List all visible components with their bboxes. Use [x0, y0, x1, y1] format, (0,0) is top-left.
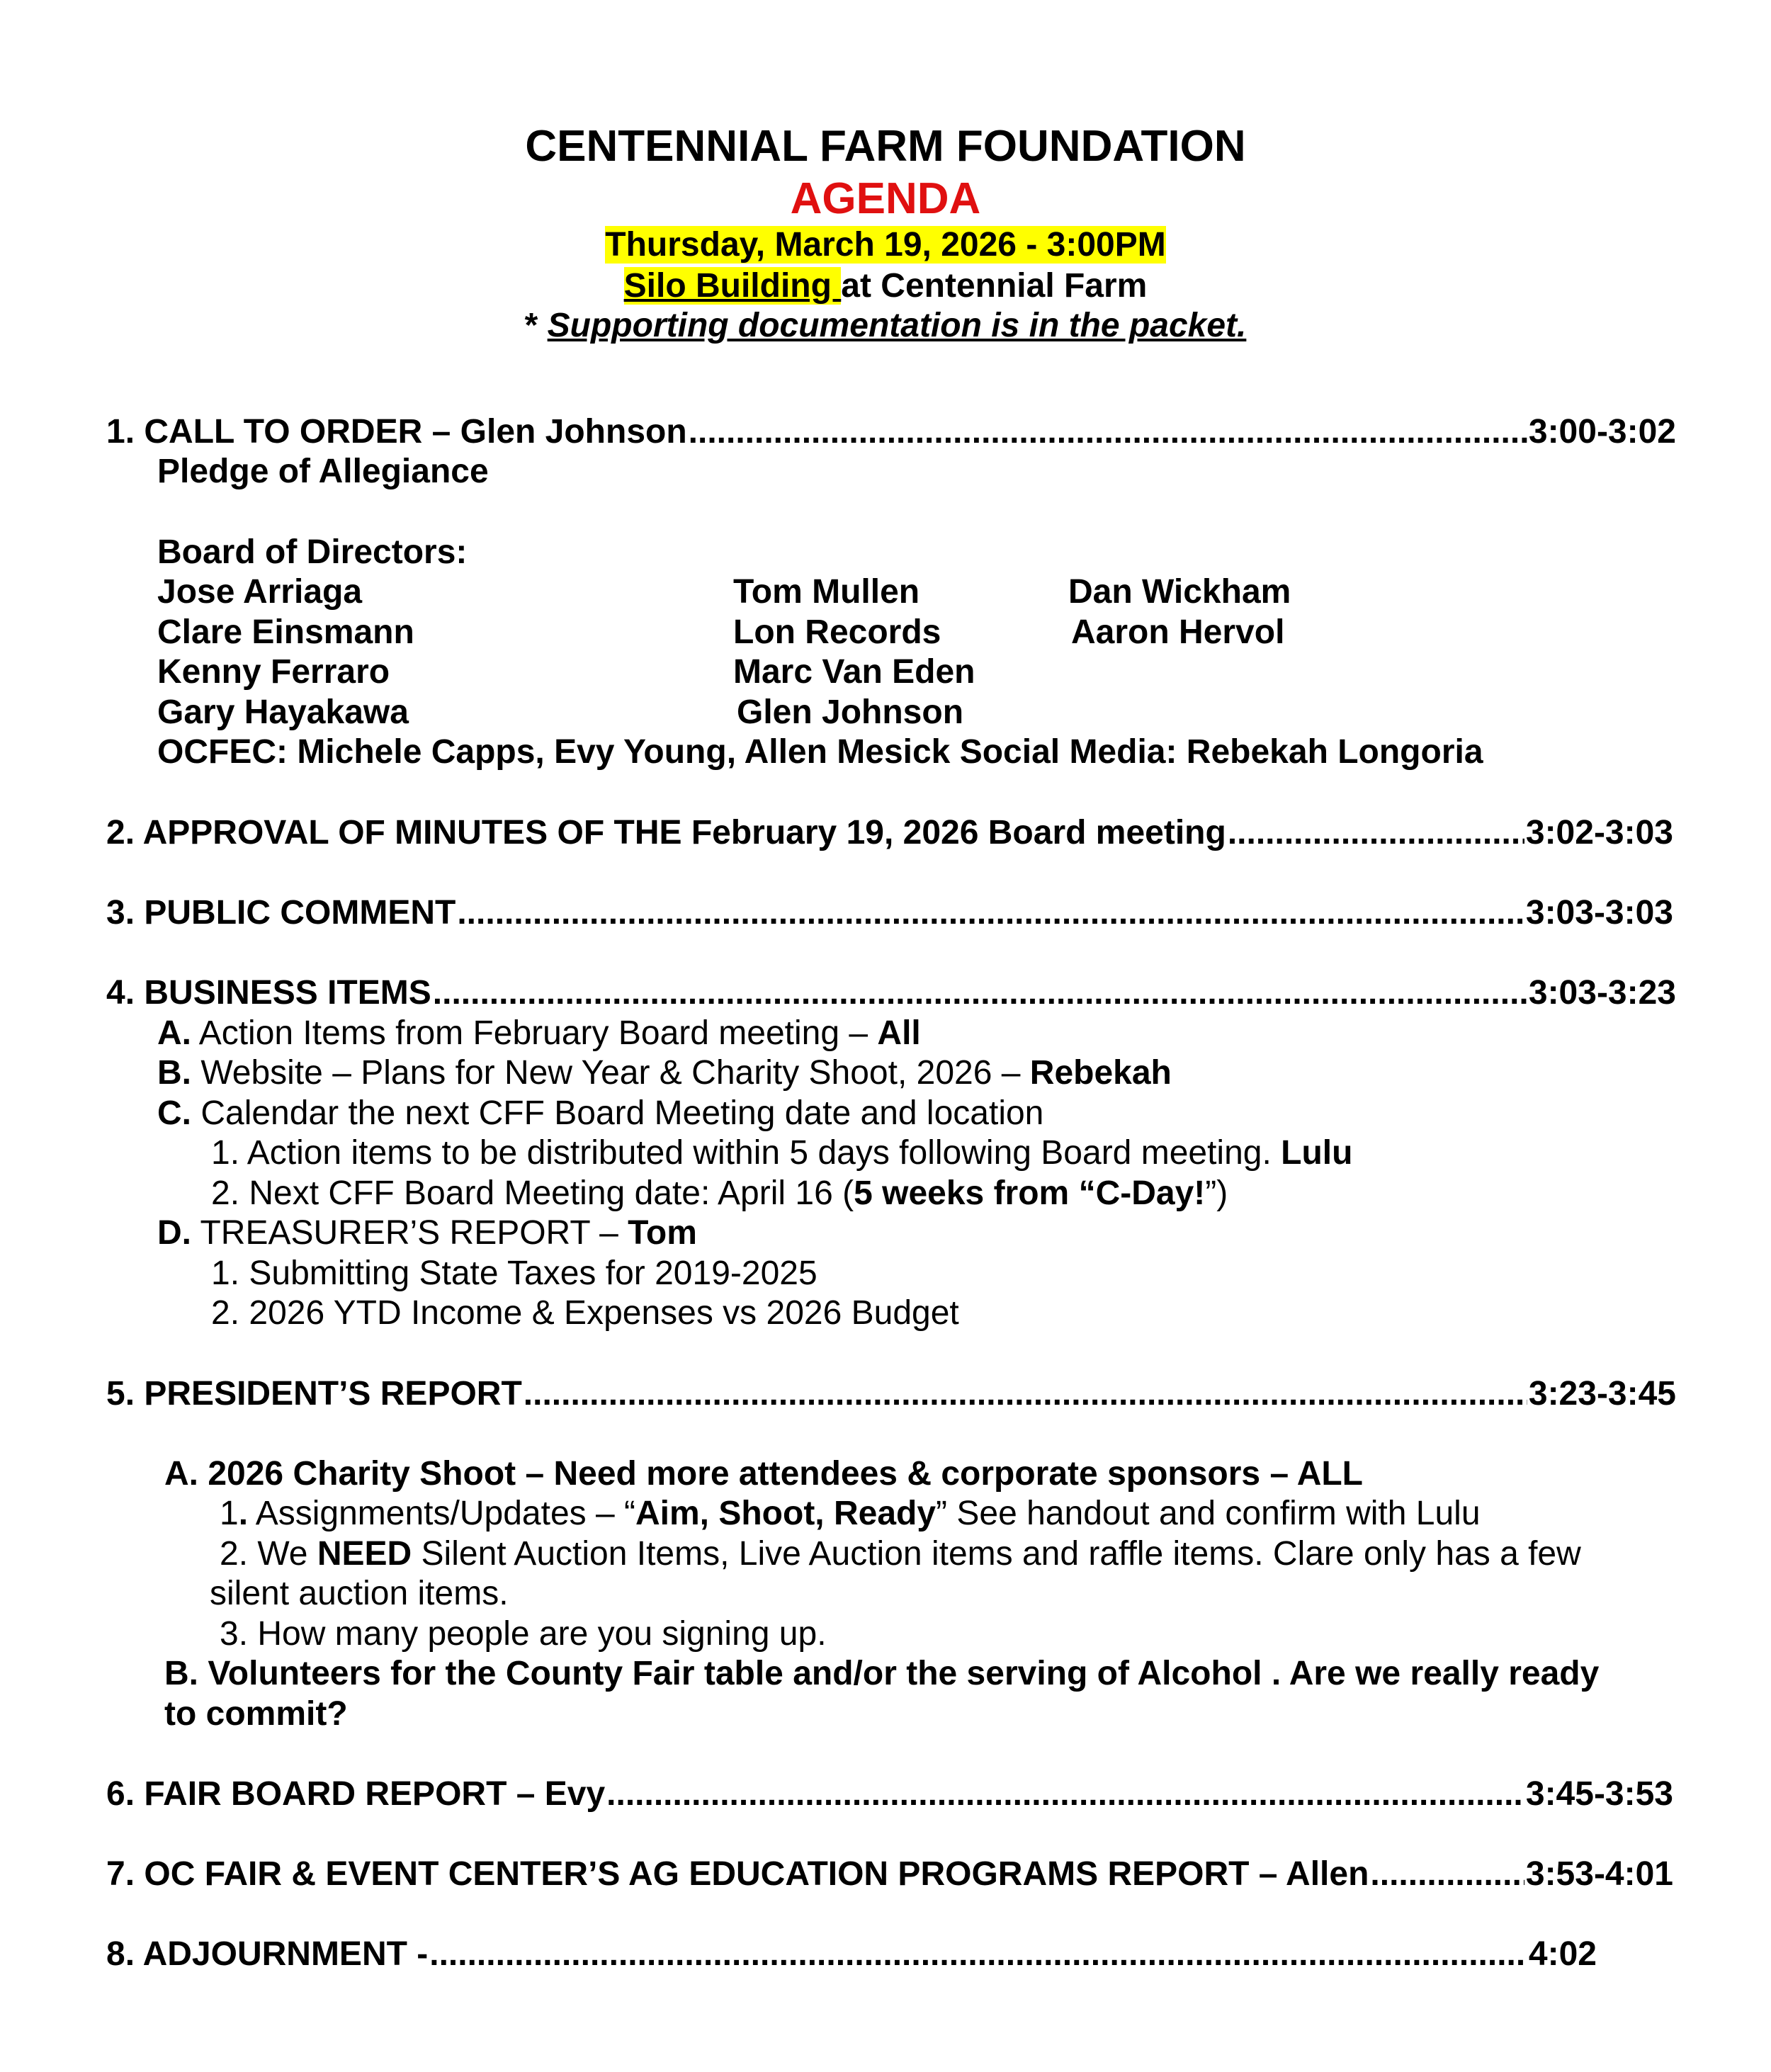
- agenda-item-2: 2. APPROVAL OF MINUTES OF THE February 19, 2026 Board meeting ..... 3:02-3:03: [106, 816, 1673, 850]
- agenda-item-5: 5. PRESIDENT’S REPORT ..... 3:23-3:45: [106, 1377, 1676, 1411]
- director: Aaron Hervol: [1071, 613, 1285, 651]
- location-place: Silo Building: [623, 267, 842, 305]
- agenda-item-4: 4. BUSINESS ITEMS ..... 3:03-3:23: [106, 976, 1676, 1010]
- president-item-a3: 3. How many people are you signing up.: [220, 1615, 827, 1653]
- business-item-c: C. Calendar the next CFF Board Meeting date and location: [157, 1094, 1044, 1132]
- president-item-a2: 2. We NEED Silent Auction Items, Live Auction items and raffle items. Clare only has a few: [220, 1535, 1581, 1573]
- business-item-d2: 2. 2026 YTD Income & Expenses vs 2026 Budget: [211, 1294, 959, 1332]
- business-item-c2: 2. Next CFF Board Meeting date: April 16 (5 weeks from “C-Day!”): [211, 1174, 1228, 1212]
- meeting-datetime: Thursday, March 19, 2026 - 3:00PM: [605, 226, 1166, 264]
- business-item-d1: 1. Submitting State Taxes for 2019-2025: [211, 1255, 817, 1292]
- agenda-item-6: 6. FAIR BOARD REPORT – Evy ..... 3:45-3:53: [106, 1777, 1673, 1811]
- agenda-item-3: 3. PUBLIC COMMENT ..... 3:03-3:03: [106, 896, 1673, 930]
- business-item-d: D. TREASURER’S REPORT – Tom: [157, 1214, 697, 1252]
- packet-note: * Supporting documentation is in the packet.: [524, 307, 1247, 344]
- president-item-a2-continued: silent auction items.: [210, 1575, 509, 1612]
- director: Kenny Ferraro: [157, 653, 390, 691]
- director: Glen Johnson: [737, 694, 964, 731]
- business-item-c1: 1. Action items to be distributed within 5 days following Board meeting. Lulu: [211, 1134, 1353, 1172]
- business-item-b: B. Website – Plans for New Year & Charity Shoot, 2026 – Rebekah: [157, 1054, 1172, 1092]
- director: Jose Arriaga: [157, 573, 363, 611]
- board-heading: Board of Directors:: [157, 533, 468, 571]
- director: Lon Records: [733, 613, 941, 651]
- president-item-a1: 1. Assignments/Updates – “Aim, Shoot, Ready” See handout and confirm with Lulu: [220, 1495, 1481, 1532]
- director: Clare Einsmann: [157, 613, 414, 651]
- org-title: CENTENNIAL FARM FOUNDATION: [525, 122, 1246, 171]
- pledge: Pledge of Allegiance: [157, 453, 489, 490]
- director: Tom Mullen: [733, 573, 920, 611]
- agenda-item-1: 1. CALL TO ORDER – Glen Johnson ..... 3:00-3:02: [106, 415, 1676, 449]
- agenda-item-8: 8. ADJOURNMENT - ..... 4:02: [106, 1937, 1597, 1971]
- meeting-location: Silo Building at Centennial Farm: [623, 267, 1148, 305]
- president-item-b: B. Volunteers for the County Fair table and/or the serving of Alcohol . Are we really ready: [164, 1655, 1600, 1692]
- ocfec-line: OCFEC: Michele Capps, Evy Young, Allen Mesick Social Media: Rebekah Longoria: [157, 733, 1483, 771]
- director: Marc Van Eden: [733, 653, 975, 691]
- director: Dan Wickham: [1068, 573, 1291, 611]
- agenda-title: AGENDA: [790, 174, 981, 223]
- president-item-b-continued: to commit?: [164, 1695, 348, 1733]
- business-item-a: A. Action Items from February Board meeting – All: [157, 1014, 921, 1052]
- director: Gary Hayakawa: [157, 694, 409, 731]
- president-item-a: A. 2026 Charity Shoot – Need more attendees & corporate sponsors – ALL: [164, 1455, 1363, 1493]
- agenda-item-7: 7. OC FAIR & EVENT CENTER’S AG EDUCATION PROGRAMS REPORT – Allen ..... 3:53-4:01: [106, 1857, 1673, 1891]
